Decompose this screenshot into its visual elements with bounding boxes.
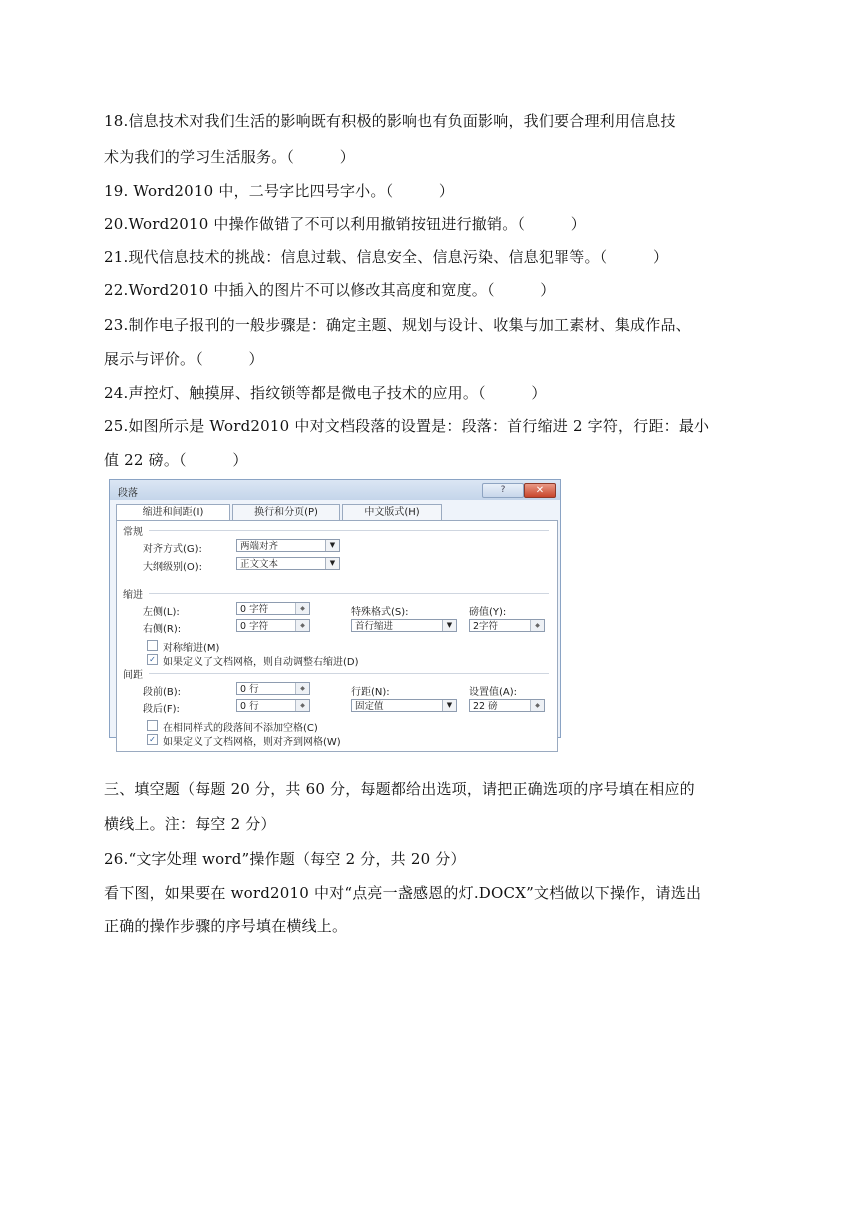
no-space-same-style-label: 在相同样式的段落间不添加空格(C) <box>163 723 318 734</box>
space-before-input[interactable] <box>236 682 310 695</box>
spacing-at-label: 设置值(A): <box>469 687 518 698</box>
snap-to-grid-checkbox[interactable]: ✓ <box>147 734 158 745</box>
close-button[interactable]: ✕ <box>524 483 556 498</box>
chevron-down-icon: ▼ <box>325 558 339 569</box>
spinner-icon[interactable]: ◆ <box>295 683 309 694</box>
question-23-line-2: 展示与评价。（ ） <box>104 350 264 368</box>
question-26-line-2: 正确的操作步骤的序号填在横线上。 <box>104 917 348 935</box>
alignment-select[interactable] <box>236 539 340 552</box>
spinner-icon[interactable]: ◆ <box>530 620 544 631</box>
right-indent-input[interactable] <box>236 619 310 632</box>
mirror-indents-label: 对称缩进(M) <box>163 643 220 654</box>
outline-level-select[interactable] <box>236 557 340 570</box>
general-section-label: 常规 <box>123 527 143 538</box>
section-three-line-2: 横线上。注：每空 2 分） <box>104 815 276 833</box>
spinner-icon[interactable]: ◆ <box>295 620 309 631</box>
auto-right-indent-checkbox[interactable]: ✓ <box>147 654 158 665</box>
question-26-title: 26.“文字处理 word”操作题（每空 2 分，共 20 分） <box>104 850 466 868</box>
alignment-label: 对齐方式(G): <box>143 544 202 555</box>
question-21: 21.现代信息技术的挑战：信息过载、信息安全、信息污染、信息犯罪等。（ ） <box>104 248 669 266</box>
right-indent-value: 0 字符 <box>240 621 269 632</box>
spinner-icon[interactable]: ◆ <box>295 700 309 711</box>
outline-level-label: 大纲级别(O): <box>143 562 203 573</box>
line-spacing-label: 行距(N): <box>351 687 390 698</box>
special-indent-label: 特殊格式(S): <box>351 607 409 618</box>
general-divider <box>149 530 549 531</box>
right-indent-label: 右侧(R): <box>143 624 182 635</box>
indent-by-value: 2字符 <box>473 621 499 632</box>
dialog-panel <box>116 520 558 752</box>
question-24: 24.声控灯、触摸屏、指纹锁等都是微电子技术的应用。（ ） <box>104 384 547 402</box>
question-19: 19. Word2010 中，二号字比四号字小。（ ） <box>104 182 455 200</box>
chevron-down-icon: ▼ <box>325 540 339 551</box>
question-23-line-1: 23.制作电子报刊的一般步骤是：确定主题、规划与设计、收集与加工素材、集成作品、 <box>104 316 691 334</box>
spacing-at-input[interactable] <box>469 699 545 712</box>
indent-divider <box>149 593 549 594</box>
indent-by-input[interactable] <box>469 619 545 632</box>
chevron-down-icon: ▼ <box>442 700 456 711</box>
spacing-at-value: 22 磅 <box>473 701 498 712</box>
space-after-label: 段后(F): <box>143 704 180 715</box>
space-before-value: 0 行 <box>240 684 259 695</box>
tab-asian-typography[interactable]: 中文版式(H) <box>342 504 442 520</box>
dialog-titlebar <box>110 480 560 500</box>
chevron-down-icon: ▼ <box>442 620 456 631</box>
spinner-icon[interactable]: ◆ <box>530 700 544 711</box>
spinner-icon[interactable]: ◆ <box>295 603 309 614</box>
special-indent-select[interactable] <box>351 619 457 632</box>
space-after-value: 0 行 <box>240 701 259 712</box>
question-20: 20.Word2010 中操作做错了不可以利用撤销按钮进行撤销。（ ） <box>104 215 586 233</box>
tab-line-page-breaks[interactable]: 换行和分页(P) <box>232 504 340 520</box>
tab-indents-spacing[interactable]: 缩进和间距(I) <box>116 504 230 521</box>
question-18-line-2: 术为我们的学习生活服务。（ ） <box>104 148 355 166</box>
question-26-line-1: 看下图，如果要在 word2010 中对“点亮一盏感恩的灯.DOCX”文档做以下操作，请选出 <box>104 884 702 902</box>
left-indent-input[interactable] <box>236 602 310 615</box>
help-button[interactable]: ? <box>482 483 524 498</box>
dialog-title: 段落 <box>118 488 138 499</box>
paragraph-dialog-figure <box>109 479 561 748</box>
outline-level-value: 正文文本 <box>240 559 279 570</box>
question-25-line-2: 值 22 磅。（ ） <box>104 451 248 469</box>
line-spacing-select[interactable] <box>351 699 457 712</box>
mirror-indents-checkbox[interactable] <box>147 640 158 651</box>
space-after-input[interactable] <box>236 699 310 712</box>
spacing-section-label: 间距 <box>123 670 143 681</box>
no-space-same-style-checkbox[interactable] <box>147 720 158 731</box>
line-spacing-value: 固定值 <box>355 701 384 712</box>
left-indent-value: 0 字符 <box>240 604 269 615</box>
alignment-value: 两端对齐 <box>240 541 279 552</box>
question-22: 22.Word2010 中插入的图片不可以修改其高度和宽度。（ ） <box>104 281 556 299</box>
question-25-line-1: 25.如图所示是 Word2010 中对文档段落的设置是：段落：首行缩进 2 字符，行距：最小 <box>104 417 710 435</box>
space-before-label: 段前(B): <box>143 687 182 698</box>
indent-section-label: 缩进 <box>123 590 143 601</box>
snap-to-grid-label: 如果定义了文档网格，则对齐到网格(W) <box>163 737 341 748</box>
indent-by-label: 磅值(Y): <box>469 607 507 618</box>
left-indent-label: 左侧(L): <box>143 607 180 618</box>
spacing-divider <box>149 673 549 674</box>
section-three-line-1: 三、填空题（每题 20 分，共 60 分，每题都给出选项，请把正确选项的序号填在相应的 <box>104 780 695 798</box>
auto-right-indent-label: 如果定义了文档网格，则自动调整右缩进(D) <box>163 657 359 668</box>
question-18-line-1: 18.信息技术对我们生活的影响既有积极的影响也有负面影响，我们要合理利用信息技 <box>104 112 676 130</box>
special-indent-value: 首行缩进 <box>355 621 394 632</box>
